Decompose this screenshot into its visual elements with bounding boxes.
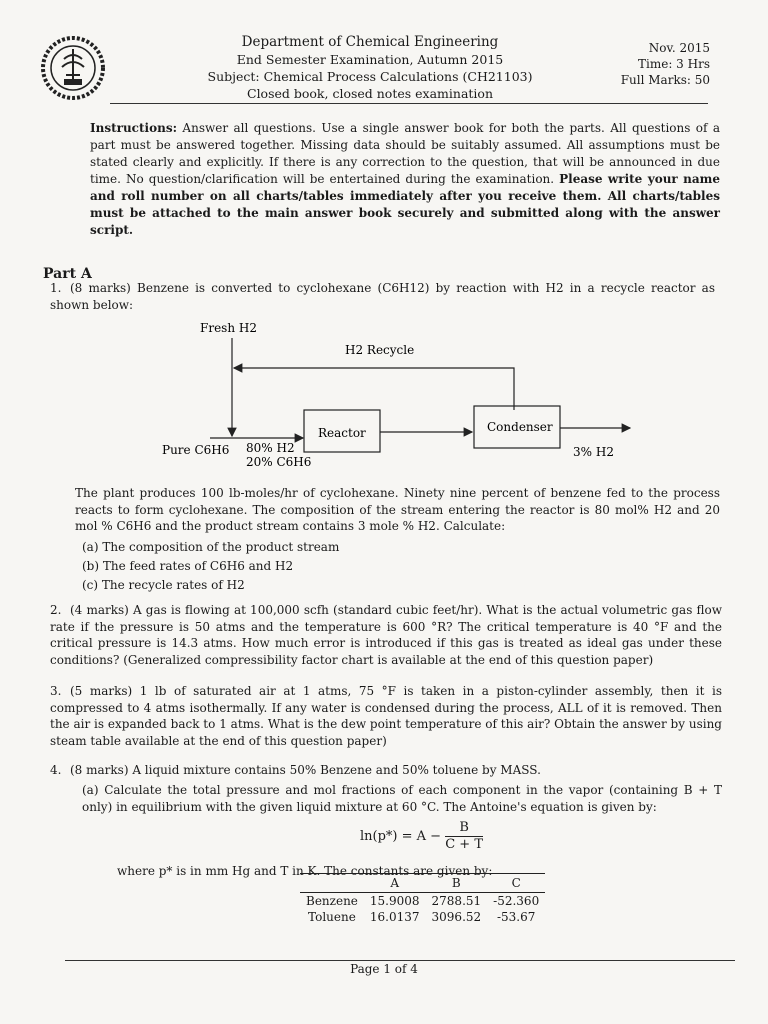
eq-denominator: C + T xyxy=(445,837,483,852)
question-4 xyxy=(50,762,722,779)
antoine-constants-table xyxy=(300,873,545,925)
q3-text: (5 marks) 1 lb of saturated air at 1 atms, 75 °F is taken in a piston-cylinder assembly, then it is compressed to 4 atms isothermally. If any water is condensed during the process, ALL of it is removed. Then the air is expanded back to 1 atms. What is the dew point temperature of this air? Obtain the answer by using steam table available at the end of this question paper) xyxy=(50,684,722,748)
table-cell: Toluene xyxy=(308,910,356,924)
instructions-text: Answer all questions. Use a single answer book for both the parts. All questions of a part must be answered together. Missing data should be suitably assumed. All assumptions must be stated clearly and explicitly. If there is any correction to the question, that will be announced in due time. No question/clarification will be entertained during the examination. xyxy=(90,121,720,186)
header-rule xyxy=(110,103,708,104)
reactor-label: Reactor xyxy=(318,426,366,440)
product-h2-label: 3% H2 xyxy=(573,445,614,459)
q1-text: (8 marks) Benzene is converted to cyclohexane (C6H12) by reaction with H2 in a recycle reactor as shown below: xyxy=(50,281,715,312)
condenser-label: Condenser xyxy=(487,420,553,434)
table-row xyxy=(300,893,545,910)
header-right xyxy=(610,40,710,88)
institute-logo xyxy=(40,35,106,101)
eq-numerator: B xyxy=(459,820,469,835)
table-cell: 16.0137 xyxy=(369,910,420,924)
table-cell: Benzene xyxy=(306,894,358,908)
table-header xyxy=(300,874,364,893)
eq-where-text: where p* is in mm Hg and T in K. The constants are given by: xyxy=(117,864,493,878)
instructions-label: Instructions: xyxy=(90,121,178,135)
q4-part-a: (a) Calculate the total pressure and mol fractions of each component in the vapor (containing B + T only) in equilibrium with the given liquid mixture at 60 °C. The Antoine's equation is given by: xyxy=(82,783,722,814)
table-cell: 3096.52 xyxy=(431,910,482,924)
exam-mode: Closed book, closed notes examination xyxy=(247,86,493,101)
q1-description: The plant produces 100 lb-moles/hr of cyclohexane. Ninety nine percent of benzene fed to the process reacts to form cyclohexane. The composition of the stream entering the reactor is 80 mol% H2 and 20 mol % C6H6 and the product stream contains 3 mole % H2. Calculate: xyxy=(75,486,720,533)
question-1 xyxy=(50,280,715,313)
part-a-title: Part A xyxy=(43,266,92,282)
mix-h2-label: 80% H2 xyxy=(246,441,295,455)
page-number: Page 1 of 4 xyxy=(350,962,418,976)
q4-text: (8 marks) A liquid mixture contains 50% Benzene and 50% toluene by MASS. xyxy=(70,763,541,777)
q3-number: 3. xyxy=(50,684,62,698)
recycle-line xyxy=(234,368,514,410)
recycle-label: H2 Recycle xyxy=(345,343,415,357)
table-cell: 15.9008 xyxy=(369,894,420,908)
q1-subparts xyxy=(82,538,339,595)
antoine-equation xyxy=(360,820,483,853)
footer-rule xyxy=(65,960,735,961)
fresh-h2-label: Fresh H2 xyxy=(200,321,257,335)
subject: Subject: Chemical Process Calculations (CH21103) xyxy=(207,69,533,84)
table-cell: -52.360 xyxy=(493,894,540,908)
instructions-bold: Please write your name and roll number on all charts/tables immediately after you receive them. All charts/tables must be attached to the main answer book securely and submitted along with the answer script. xyxy=(90,172,720,237)
q1-part-c: (c) The recycle rates of H2 xyxy=(82,578,245,592)
instructions xyxy=(90,120,720,239)
eq-fraction xyxy=(445,820,483,853)
department: Department of Chemical Engineering xyxy=(241,34,499,50)
header-center xyxy=(190,34,550,102)
q4-number: 4. xyxy=(50,763,62,777)
table-cell: -53.67 xyxy=(496,910,536,924)
full-marks: Full Marks: 50 xyxy=(620,73,710,87)
exam-date: Nov. 2015 xyxy=(648,41,710,55)
table-header: A xyxy=(390,876,400,890)
table-header: B xyxy=(451,876,461,890)
table-row xyxy=(300,909,545,925)
table-header: C xyxy=(511,876,521,890)
eq-lhs: ln(p*) = A − xyxy=(360,829,442,844)
pure-benzene-label: Pure C6H6 xyxy=(162,443,230,457)
q2-number: 2. xyxy=(50,603,62,617)
table-header-row xyxy=(300,874,545,893)
question-2 xyxy=(50,602,722,668)
table-cell: 2788.51 xyxy=(431,894,482,908)
exam-time: Time: 3 Hrs xyxy=(638,57,710,71)
q1-number: 1. xyxy=(50,281,62,295)
process-diagram xyxy=(150,318,640,478)
q1-part-b: (b) The feed rates of C6H6 and H2 xyxy=(82,559,294,573)
exam-title: End Semester Examination, Autumn 2015 xyxy=(236,52,504,67)
q1-part-a: (a) The composition of the product stream xyxy=(82,540,340,554)
mix-benzene-label: 20% C6H6 xyxy=(246,455,312,469)
question-3 xyxy=(50,683,722,749)
q2-text: (4 marks) A gas is flowing at 100,000 scfh (standard cubic feet/hr). What is the actual volumetric gas flow rate if the pressure is 50 atms and the temperature is 600 °R? The critical temperature is 40 °F and the critical pressure is 14.3 atms. How much error is introduced if this gas is treated as ideal gas under these conditions? (Generalized compressibility factor chart is available at the end of this question paper) xyxy=(50,603,722,667)
